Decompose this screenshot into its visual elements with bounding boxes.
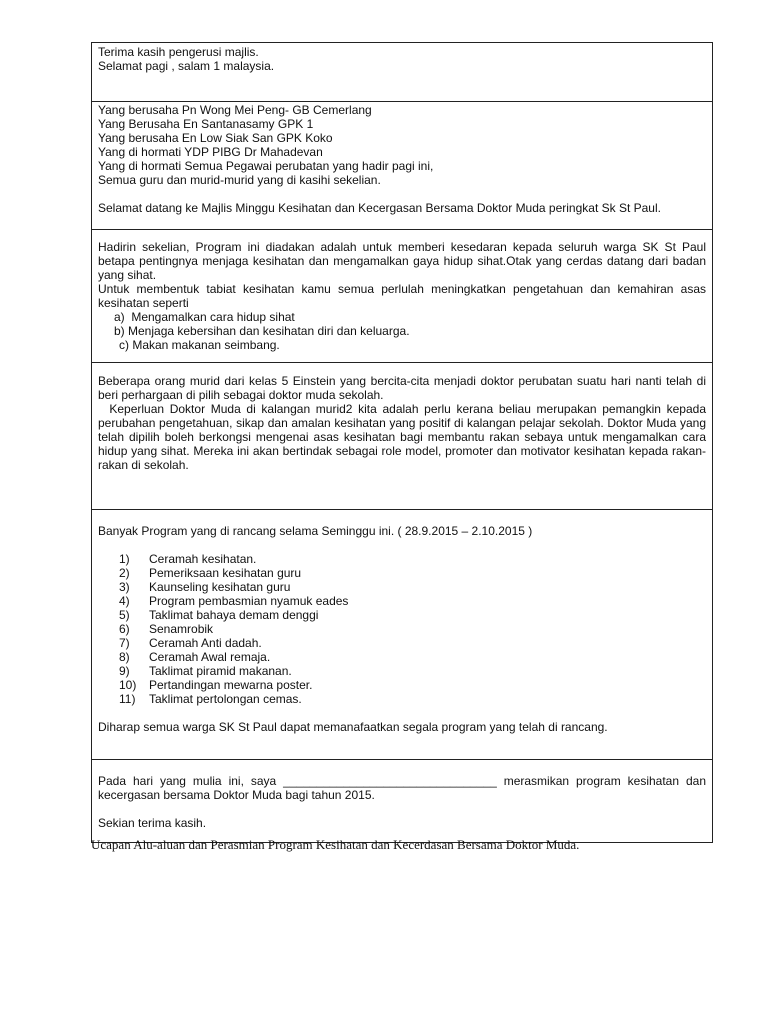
habit-item: c) Makan makanan seimbang. <box>119 338 280 352</box>
habit-item: b) Menjaga kebersihan dan kesihatan diri dan keluarga. <box>114 324 410 338</box>
program-list <box>98 552 706 706</box>
row-officiating <box>92 760 713 843</box>
salutation-line: Yang berusaha En Low Siak San GPK Koko <box>98 131 333 145</box>
programs-closing: Diharap semua warga SK St Paul dapat memanafaatkan segala program yang telah di rancang. <box>98 720 608 734</box>
program-item: 9) Taklimat piramid makanan. <box>119 664 292 678</box>
program-item: 3) Kaunseling kesihatan guru <box>119 580 291 594</box>
salutation-line: Yang di hormati YDP PIBG Dr Mahadevan <box>98 145 323 159</box>
speech-table <box>91 42 713 843</box>
program-item: 5) Taklimat bahaya demam denggi <box>119 608 319 622</box>
program-item: 2) Pemeriksaan kesihatan guru <box>119 566 302 580</box>
salutation-line: Yang berusaha Pn Wong Mei Peng- GB Cemerlang <box>98 103 372 117</box>
row-greeting <box>92 43 713 102</box>
salutation-line: Yang di hormati Semua Pegawai perubatan yang hadir pagi ini, <box>98 159 434 173</box>
program-item: 7) Ceramah Anti dadah. <box>119 636 262 650</box>
program-item: 6) Senamrobik <box>119 622 214 636</box>
row-salutations <box>92 102 713 230</box>
doktor-muda-paragraph: Beberapa orang murid dari kelas 5 Einstein yang bercita-cita menjadi doktor perubatan suatu hari nanti telah di beri perhargaan di pilih sebagai doktor muda sekolah. <box>98 374 706 402</box>
intro-paragraph: Hadirin sekelian, Program ini diadakan adalah untuk memberi kesedaran kepada seluruh warga SK St Paul betapa pentingnya menjaga kesihatan dan mengamalkan gaya hidup sihat.Otak yang cerdas datang dari badan yang sihat. <box>98 240 706 282</box>
row-programs <box>92 510 713 760</box>
program-item: 8) Ceramah Awal remaja. <box>119 650 271 664</box>
document-caption: Ucapan Alu-aluan dan Perasmian Program Kesihatan dan Kecerdasan Bersama Doktor Muda. <box>91 837 580 852</box>
program-item: 11) Taklimat pertolongan cemas. <box>119 692 302 706</box>
salutation-line: Yang Berusaha En Santanasamy GPK 1 <box>98 117 314 131</box>
greeting-line: Terima kasih pengerusi majlis. <box>98 45 259 59</box>
program-item: 1) Ceramah kesihatan. <box>119 552 257 566</box>
habit-paragraph: Untuk membentuk tabiat kesihatan kamu semua perlulah meningkatkan pengetahuan dan kemahiran asas kesihatan seperti <box>98 282 706 310</box>
closing-thanks: Sekian terima kasih. <box>98 816 207 830</box>
programs-intro: Banyak Program yang di rancang selama Seminggu ini. ( 28.9.2015 – 2.10.2015 ) <box>98 524 533 538</box>
officiating-paragraph: Pada hari yang mulia ini, saya ________________________________ merasmikan program kesihatan dan kecergasan bersama Doktor Muda bagi tahun 2015. <box>98 774 706 802</box>
row-introduction <box>92 230 713 363</box>
salutation-line: Semua guru dan murid-murid yang di kasihi sekelian. <box>98 173 381 187</box>
row-doktor-muda <box>92 363 713 510</box>
habit-item: a) Mengamalkan cara hidup sihat <box>114 310 295 324</box>
program-item: 4) Program pembasmian nyamuk eades <box>119 594 349 608</box>
welcome-line: Selamat datang ke Majlis Minggu Kesihatan dan Kecergasan Bersama Doktor Muda peringkat Sk St Paul. <box>98 201 661 215</box>
program-item: 10) Pertandingan mewarna poster. <box>119 678 313 692</box>
doktor-muda-role-paragraph: Keperluan Doktor Muda di kalangan murid2 kita adalah perlu kerana beliau merupakan pemangkin kepada perubahan pengetahuan, sikap dan amalan kesihatan yang positif di kalangan pelajar sekolah. Doktor Muda yang telah dipilih boleh berkongsi mengenai asas kesihatan bagi membantu rakan sebaya untuk mengamalkan cara hidup yang sihat. Mereka ini akan bertindak sebagai role model, promoter dan motivator kesihatan kepada rakan-rakan di sekolah. <box>98 402 710 472</box>
greeting-line: Selamat pagi , salam 1 malaysia. <box>98 59 275 73</box>
